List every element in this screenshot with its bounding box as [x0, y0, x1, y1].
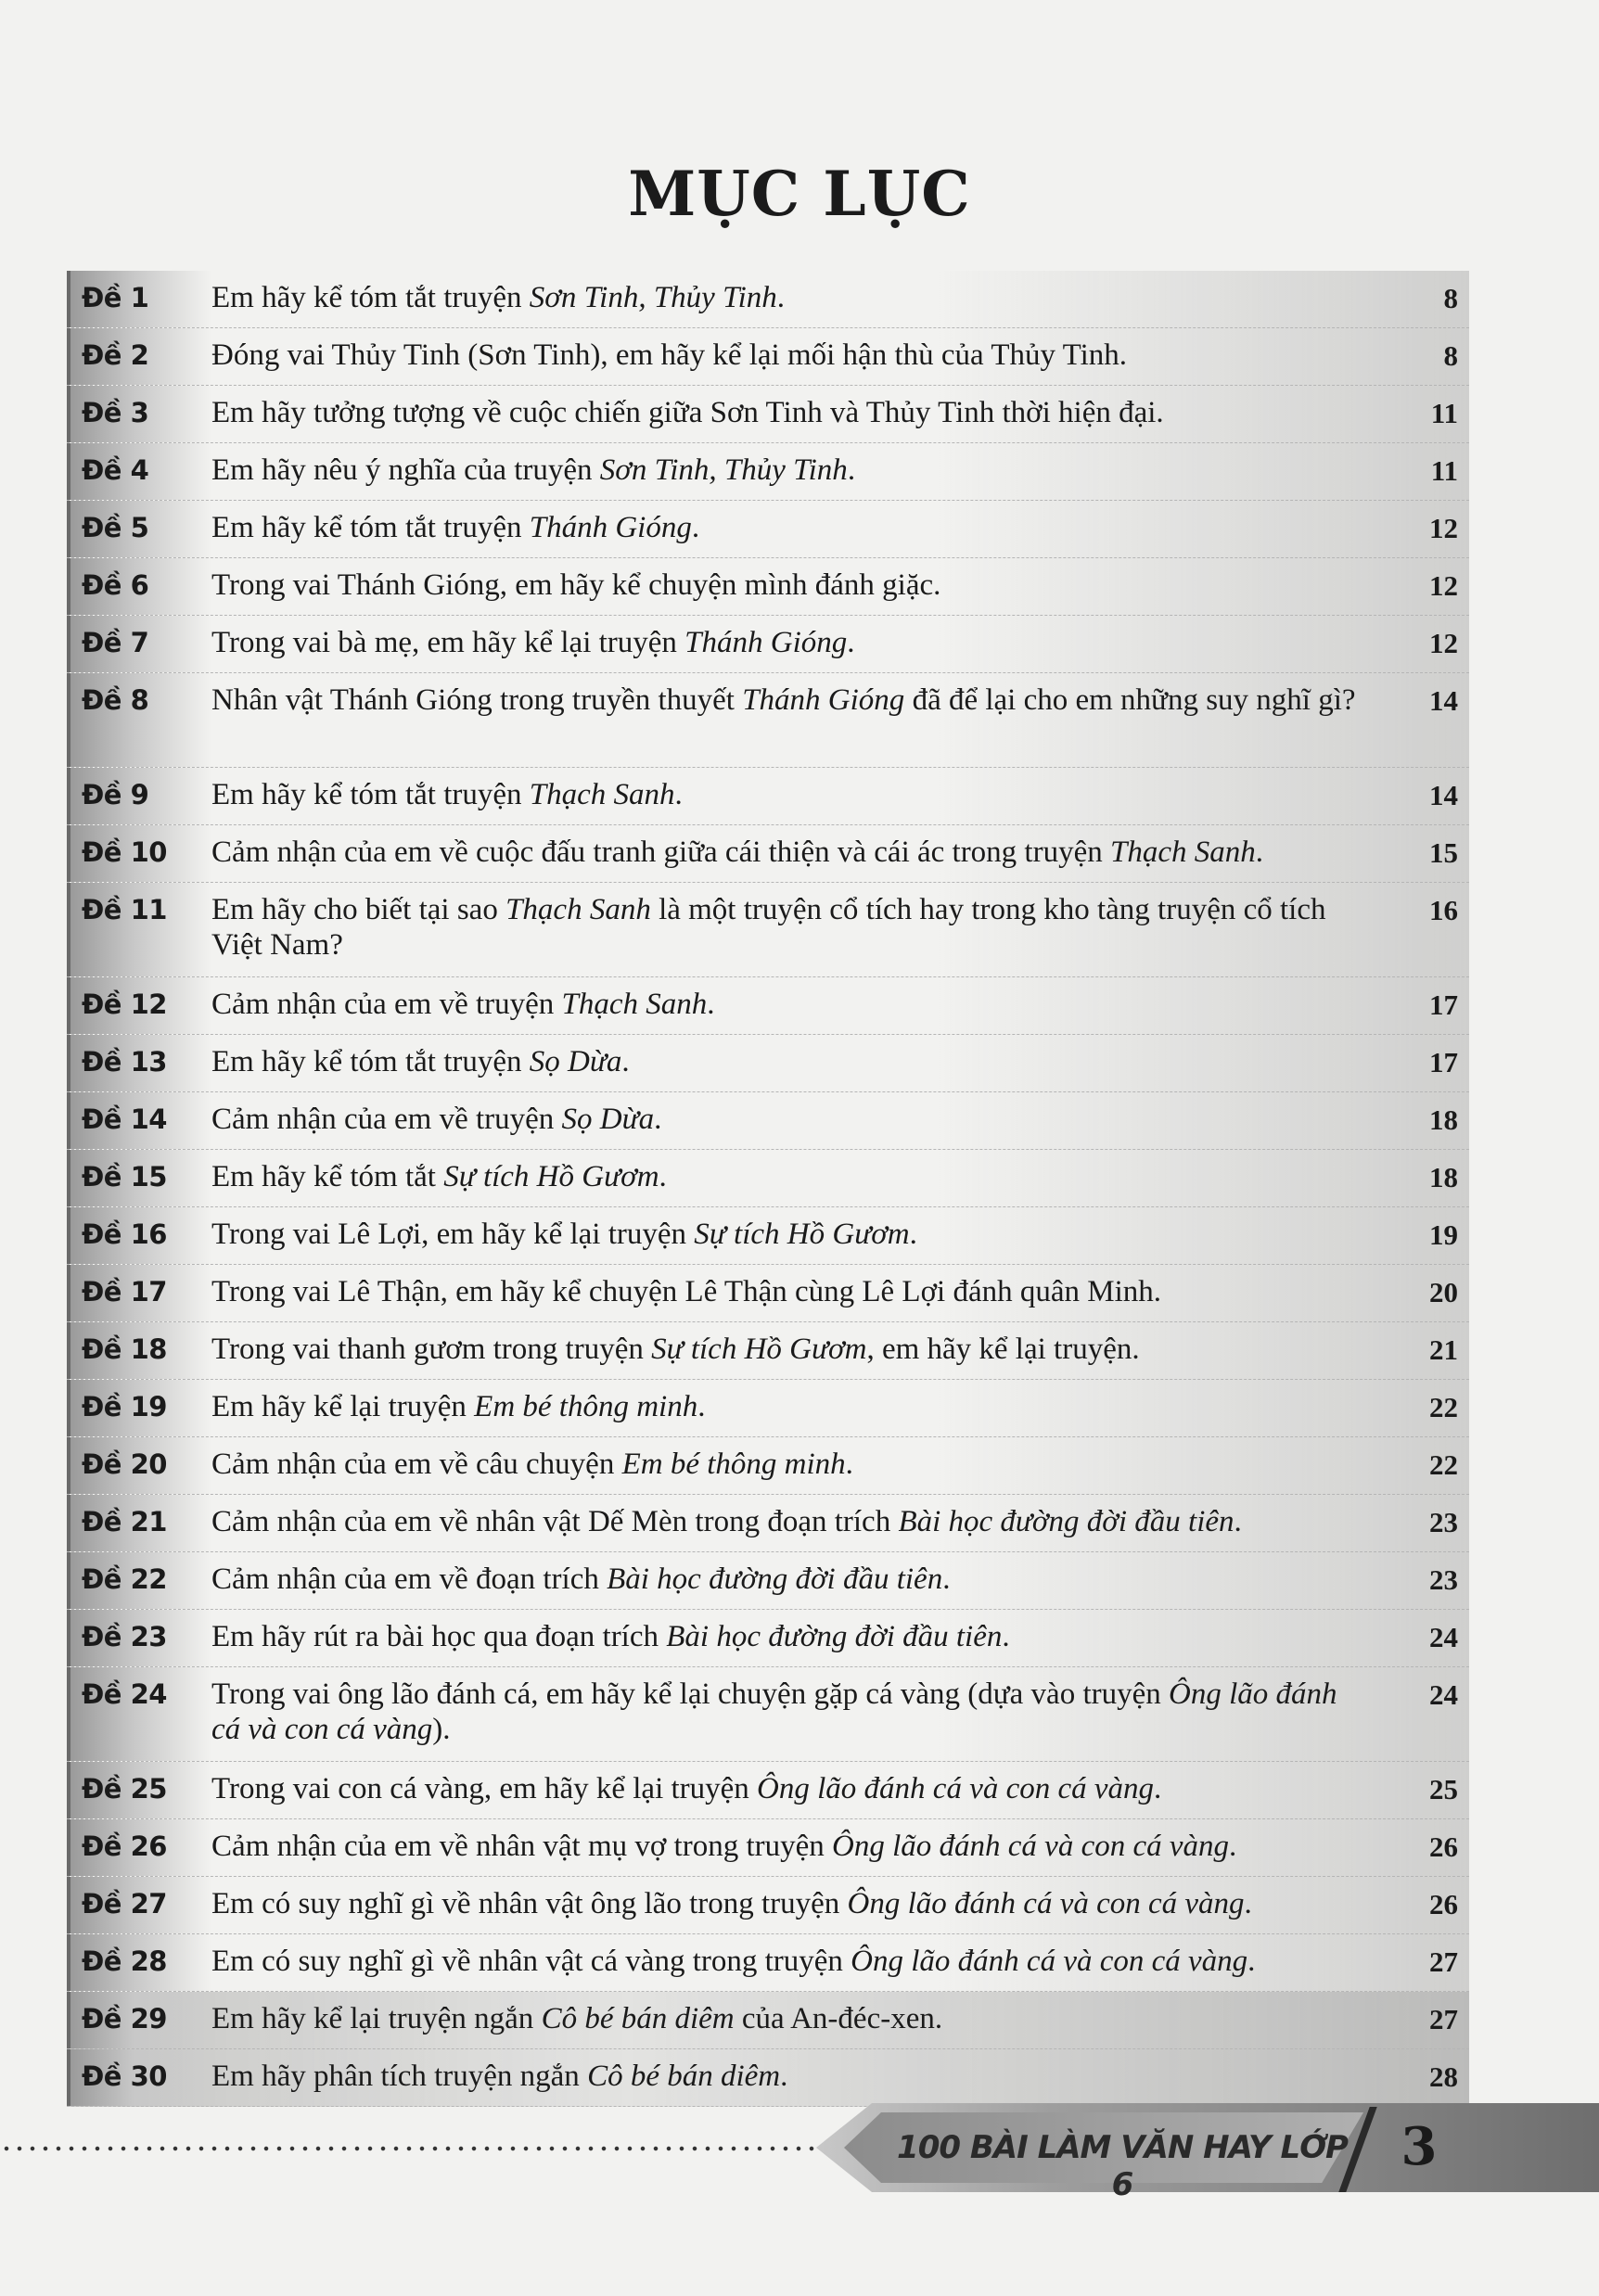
toc-title-part: . — [909, 1218, 917, 1251]
toc-title — [211, 977, 1393, 1031]
toc-row[interactable] — [67, 501, 1469, 558]
toc-title-italic: Sơn Tinh, Thủy Tinh — [529, 281, 777, 314]
toc-title-part: Cảm nhận của em về đoạn trích — [211, 1563, 608, 1596]
toc-row[interactable] — [67, 1762, 1469, 1819]
toc-page-number: 22 — [1429, 1448, 1458, 1481]
toc-row[interactable] — [67, 768, 1469, 825]
toc-title-part: , em hãy kể lại truyện. — [866, 1333, 1140, 1366]
toc-label: Đề 16 — [67, 1207, 211, 1264]
toc-label: Đề 24 — [67, 1667, 211, 1761]
toc-page-number: 16 — [1429, 894, 1458, 926]
toc-title-italic: Bài học đường đời đầu tiên — [898, 1505, 1234, 1538]
toc-label: Đề 15 — [67, 1150, 211, 1206]
toc-title-part: . — [654, 1103, 662, 1136]
toc-row[interactable] — [67, 1437, 1469, 1495]
toc-row[interactable] — [67, 1819, 1469, 1877]
toc-page-number: 12 — [1429, 569, 1458, 602]
toc-label: Đề 12 — [67, 977, 211, 1034]
toc-title — [211, 883, 1393, 972]
toc-title — [211, 1552, 1393, 1606]
toc-title-part: Em có suy nghĩ gì về nhân vật ông lão trong truyện — [211, 1887, 848, 1920]
toc-label: Đề 17 — [67, 1265, 211, 1321]
toc-title — [211, 1934, 1393, 1988]
toc-title-part: Cảm nhận của em về cuộc đấu tranh giữa cái thiện và cái ác trong truyện — [211, 835, 1110, 869]
toc-page-number: 15 — [1429, 836, 1458, 869]
toc-title-part: . — [1244, 1887, 1252, 1920]
toc-title-italic: Sọ Dừa — [561, 1103, 655, 1136]
toc-title — [211, 1322, 1393, 1376]
toc-title-part: của An-đéc-xen. — [734, 2002, 943, 2035]
toc-row[interactable] — [67, 1322, 1469, 1380]
toc-row[interactable] — [67, 977, 1469, 1035]
toc-title-part: . — [1002, 1620, 1010, 1653]
toc-row[interactable] — [67, 673, 1469, 768]
toc-title — [211, 2049, 1393, 2103]
toc-title — [211, 1150, 1393, 1204]
toc-label: Đề 4 — [67, 443, 211, 500]
toc-title-italic: Thánh Gióng — [742, 683, 905, 717]
toc-title-italic: Bài học đường đời đầu tiên — [607, 1563, 943, 1596]
toc-title-part: . — [707, 988, 715, 1021]
toc-page-number: 18 — [1429, 1103, 1458, 1136]
toc-title — [211, 1877, 1393, 1931]
toc-row[interactable] — [67, 1992, 1469, 2049]
toc-title-italic: Thạch Sanh — [1110, 835, 1256, 869]
toc-title-part: . — [1255, 835, 1263, 869]
toc-title-part: Trong vai Thánh Gióng, em hãy kể chuyện mình đánh giặc. — [211, 568, 941, 602]
book-title: 100 BÀI LÀM VĂN HAY LỚP 6 — [897, 2129, 1348, 2203]
toc-title — [211, 1207, 1393, 1261]
toc-title-part: Em hãy tưởng tượng về cuộc chiến giữa Sơn Tinh và Thủy Tinh thời hiện đại. — [211, 396, 1164, 429]
toc-page-number: 14 — [1429, 779, 1458, 811]
toc-title-italic: Cô bé bán diêm — [541, 2002, 735, 2035]
toc-label: Đề 8 — [67, 673, 211, 767]
toc-label: Đề 6 — [67, 558, 211, 615]
toc-page-number: 20 — [1429, 1276, 1458, 1308]
toc-title-italic: Sự tích Hồ Gươm — [694, 1218, 910, 1251]
toc-label: Đề 25 — [67, 1762, 211, 1818]
toc-label: Đề 1 — [67, 271, 211, 327]
toc-title-italic: Sự tích Hồ Gươm — [651, 1333, 867, 1366]
toc-label: Đề 30 — [67, 2049, 211, 2106]
toc-title-part: Em hãy kể lại truyện ngắn — [211, 2002, 542, 2035]
toc-title — [211, 1667, 1393, 1756]
toc-page-number: 24 — [1429, 1621, 1458, 1653]
toc-title-italic: Ông lão đánh cá và con cá vàng — [757, 1772, 1155, 1805]
toc-title-part: đã để lại cho em những suy nghĩ gì? — [904, 683, 1356, 717]
toc-title — [211, 328, 1393, 382]
toc-title-part: Trong vai bà mẹ, em hãy kể lại truyện — [211, 626, 685, 659]
toc-title — [211, 1992, 1393, 2046]
toc-title-part: Cảm nhận của em về nhân vật mụ vợ trong truyện — [211, 1830, 833, 1863]
toc-page-number: 18 — [1429, 1161, 1458, 1193]
toc-page-number: 11 — [1430, 454, 1458, 487]
toc-title-part: . — [659, 1160, 667, 1193]
toc-title — [211, 1035, 1393, 1089]
toc-title-italic: Sự tích Hồ Gươm — [443, 1160, 659, 1193]
toc-title — [211, 1762, 1393, 1816]
toc-title-part: . — [776, 281, 786, 314]
toc-row[interactable] — [67, 2049, 1469, 2107]
toc-page-number: 12 — [1429, 512, 1458, 544]
toc-title-part: . — [942, 1563, 951, 1596]
toc-title-part: . — [697, 1390, 706, 1423]
toc-title — [211, 1495, 1393, 1549]
toc-title-part: Em có suy nghĩ gì về nhân vật cá vàng trong truyện — [211, 1945, 851, 1978]
toc-label: Đề 11 — [67, 883, 211, 976]
toc-page-number: 19 — [1429, 1218, 1458, 1251]
toc-title-part: Cảm nhận của em về nhân vật Dế Mèn trong đoạn trích — [211, 1505, 899, 1538]
toc-title-italic: Em bé thông minh — [621, 1448, 846, 1481]
toc-title — [211, 501, 1393, 555]
toc-row[interactable] — [67, 1092, 1469, 1150]
toc-row[interactable] — [67, 1610, 1469, 1667]
toc-page-number: 22 — [1429, 1391, 1458, 1423]
toc-title — [211, 1380, 1393, 1434]
toc-title-italic: Sọ Dừa — [529, 1045, 622, 1078]
toc-title-italic: Thánh Gióng — [684, 626, 848, 659]
toc-page-number: 27 — [1429, 1945, 1458, 1978]
toc-title — [211, 1610, 1393, 1664]
toc-label: Đề 21 — [67, 1495, 211, 1551]
toc-title-part: . — [845, 1448, 853, 1481]
toc-title-italic: Bài học đường đời đầu tiên — [666, 1620, 1003, 1653]
toc-title — [211, 1092, 1393, 1146]
toc-page-number: 23 — [1429, 1506, 1458, 1538]
toc-title-italic: Cô bé bán diêm — [587, 2060, 781, 2093]
toc-title-italic: Sơn Tinh, Thủy Tinh — [599, 453, 848, 487]
toc-row[interactable] — [67, 883, 1469, 977]
toc-row[interactable] — [67, 328, 1469, 386]
toc-title-italic: Ông lão đánh cá và con cá vàng — [851, 1945, 1248, 1978]
toc-row[interactable] — [67, 1207, 1469, 1265]
toc-title — [211, 271, 1393, 325]
toc-title-italic: Thánh Gióng — [529, 511, 692, 544]
toc-title — [211, 673, 1393, 727]
toc-title-italic: Thạch Sanh — [561, 988, 708, 1021]
toc-title-part: Em hãy kể tóm tắt truyện — [211, 778, 530, 811]
toc-row[interactable] — [67, 558, 1469, 616]
toc-row[interactable] — [67, 271, 1469, 328]
toc-page-number: 26 — [1429, 1888, 1458, 1920]
toc-title-part: Trong vai con cá vàng, em hãy kể lại truyện — [211, 1772, 758, 1805]
toc-page-number: 26 — [1429, 1830, 1458, 1863]
toc-title-italic: Ông lão đánh cá và con cá vàng — [847, 1887, 1245, 1920]
toc-title — [211, 443, 1393, 497]
toc-title — [211, 1265, 1393, 1319]
toc-title-part: Trong vai thanh gươm trong truyện — [211, 1333, 652, 1366]
toc-page-number: 25 — [1429, 1773, 1458, 1805]
toc-row[interactable] — [67, 1035, 1469, 1092]
toc-row[interactable] — [67, 1552, 1469, 1610]
toc-title-part: Em hãy rút ra bài học qua đoạn trích — [211, 1620, 667, 1653]
toc-label: Đề 10 — [67, 825, 211, 882]
toc-title-part: là một truyện cổ tích hay trong kho tàng truyện cổ tích Việt Nam? — [211, 893, 1326, 962]
toc-label: Đề 27 — [67, 1877, 211, 1933]
toc-title-part: Em hãy kể tóm tắt truyện — [211, 511, 530, 544]
toc-title-part: Em hãy nêu ý nghĩa của truyện — [211, 453, 600, 487]
toc-label: Đề 2 — [67, 328, 211, 385]
toc-title-part: . — [621, 1045, 630, 1078]
toc-title-part: . — [1154, 1772, 1162, 1805]
toc-title — [211, 386, 1393, 440]
toc-page-number: 8 — [1443, 282, 1458, 314]
toc-title-part: . — [1229, 1830, 1237, 1863]
toc-label: Đề 29 — [67, 1992, 211, 2048]
toc-title-part: Trong vai ông lão đánh cá, em hãy kể lại chuyện gặp cá vàng (dựa vào truyện — [211, 1677, 1170, 1711]
toc-row[interactable] — [67, 1495, 1469, 1552]
toc-label: Đề 13 — [67, 1035, 211, 1091]
toc-row[interactable] — [67, 1150, 1469, 1207]
toc-title-part: Trong vai Lê Lợi, em hãy kể lại truyện — [211, 1218, 695, 1251]
toc-label: Đề 14 — [67, 1092, 211, 1149]
toc-row[interactable] — [67, 386, 1469, 443]
toc-title-italic: Ông lão đánh cá và con cá vàng — [832, 1830, 1230, 1863]
toc-title-part: Đóng vai Thủy Tinh (Sơn Tinh), em hãy kể lại mối hận thù của Thủy Tinh. — [211, 338, 1128, 372]
toc-title — [211, 558, 1393, 612]
table-of-contents — [67, 271, 1469, 2107]
toc-title-part: Em hãy cho biết tại sao — [211, 893, 506, 926]
toc-row[interactable] — [67, 1877, 1469, 1934]
toc-page-number: 14 — [1429, 684, 1458, 717]
toc-title-part: Nhân vật Thánh Gióng trong truyền thuyết — [211, 683, 743, 717]
toc-title-part: . — [847, 626, 855, 659]
toc-title-part: ). — [432, 1713, 451, 1746]
toc-row[interactable] — [67, 1265, 1469, 1322]
toc-label: Đề 22 — [67, 1552, 211, 1609]
toc-title-part: Trong vai Lê Thận, em hãy kể chuyện Lê Thận cùng Lê Lợi đánh quân Minh. — [211, 1275, 1162, 1308]
toc-label: Đề 7 — [67, 616, 211, 672]
page-number: 3 — [1401, 2116, 1438, 2177]
toc-title-part: . — [1247, 1945, 1256, 1978]
toc-title-italic: Ông lão đánh cá và con cá vàng — [211, 1677, 1337, 1746]
toc-title-part: Em hãy kể lại truyện — [211, 1390, 475, 1423]
toc-title — [211, 768, 1393, 822]
toc-page-number: 8 — [1443, 339, 1458, 372]
toc-page-number: 24 — [1429, 1678, 1458, 1711]
toc-label: Đề 28 — [67, 1934, 211, 1991]
toc-title-part: Em hãy phân tích truyện ngắn — [211, 2060, 588, 2093]
toc-page-number: 17 — [1429, 1046, 1458, 1078]
toc-row[interactable] — [67, 1934, 1469, 1992]
toc-title — [211, 616, 1393, 670]
toc-page-number: 23 — [1429, 1563, 1458, 1596]
toc-page-number: 27 — [1429, 2003, 1458, 2035]
toc-title-part: . — [691, 511, 700, 544]
page-title: MỤC LỤC — [628, 158, 971, 230]
toc-title-italic: Thạch Sanh — [505, 893, 651, 926]
toc-page-number: 17 — [1429, 989, 1458, 1021]
toc-page-number: 11 — [1430, 397, 1458, 429]
toc-title-part: Em hãy kể tóm tắt — [211, 1160, 444, 1193]
toc-title-italic: Thạch Sanh — [529, 778, 675, 811]
toc-title-part: . — [1234, 1505, 1242, 1538]
toc-title-part: Cảm nhận của em về truyện — [211, 988, 562, 1021]
toc-title-italic: Em bé thông minh — [474, 1390, 698, 1423]
toc-title — [211, 1437, 1393, 1491]
toc-label: Đề 18 — [67, 1322, 211, 1379]
toc-label: Đề 23 — [67, 1610, 211, 1666]
toc-row[interactable] — [67, 1380, 1469, 1437]
toc-row[interactable] — [67, 1667, 1469, 1762]
toc-label: Đề 5 — [67, 501, 211, 557]
toc-title-part: Cảm nhận của em về truyện — [211, 1103, 562, 1136]
toc-title-part: Cảm nhận của em về câu chuyện — [211, 1448, 622, 1481]
toc-label: Đề 20 — [67, 1437, 211, 1494]
toc-title-part: . — [780, 2060, 788, 2093]
toc-page-number: 28 — [1429, 2060, 1458, 2093]
toc-row[interactable] — [67, 825, 1469, 883]
toc-label: Đề 3 — [67, 386, 211, 442]
toc-title-part: . — [674, 778, 683, 811]
toc-label: Đề 9 — [67, 768, 211, 824]
toc-row[interactable] — [67, 443, 1469, 501]
toc-title-part: Em hãy kể tóm tắt truyện — [211, 281, 530, 314]
toc-title — [211, 825, 1393, 879]
footer-dotted-line — [0, 2144, 825, 2153]
toc-title — [211, 1819, 1393, 1873]
toc-page-number: 21 — [1429, 1333, 1458, 1366]
toc-label: Đề 19 — [67, 1380, 211, 1436]
toc-row[interactable] — [67, 616, 1469, 673]
toc-title-part: Em hãy kể tóm tắt truyện — [211, 1045, 530, 1078]
toc-title-part: . — [847, 453, 856, 487]
toc-page-number: 12 — [1429, 627, 1458, 659]
toc-label: Đề 26 — [67, 1819, 211, 1876]
